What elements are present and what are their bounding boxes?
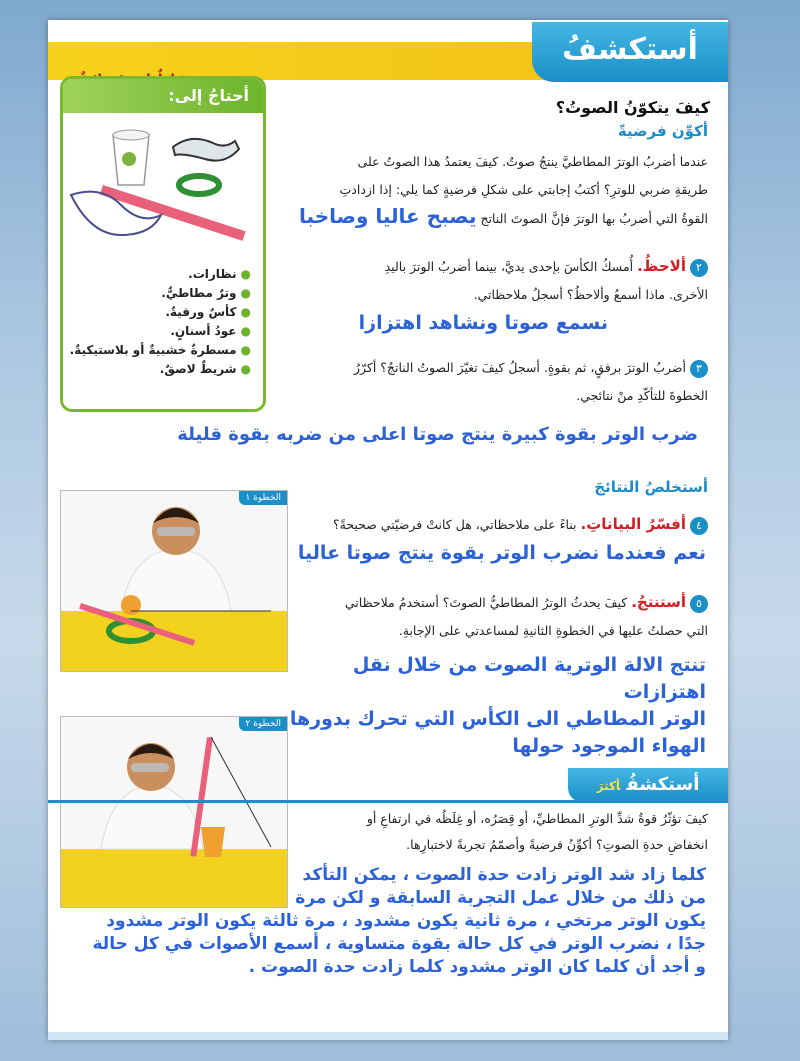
question-title: كيفَ يتكوّنُ الصوتُ؟ bbox=[555, 98, 710, 117]
list-item: ●عودُ أسنانٍ. bbox=[170, 324, 251, 338]
explore-more-answer: كلما زاد شد الوتر زادت حدة الصوت ، يمكن التأكد من ذلك من خلال عمل التجربة السابقة و لكن مرة يكون الوتر مرتخي ، مرة ثانية يكون مشدود ، مرة ثالثة يكون الوتر مشدود جدًا ، نضرب الوتر في كل حالة بقوة متساوية ، أسمع الأصوات في كل حالة و أجد أن كلما كان الوتر مشدود كلما زادت حدة الصوت . bbox=[92, 865, 706, 977]
explore-more-tag: أكثرَ bbox=[596, 779, 621, 793]
explore-more-text: كيفَ تؤثّرُ قوةُ شدِّ الوترِ المطاطيِّ، أو قِصَرُه، أو غِلَظُه في ارتفاعِ أو انخفاضِ حدةِ الصوتِ؟ أكوِّنُ فرضيةً وأصمّمُ تجربةً لاختبارِها. bbox=[366, 811, 708, 852]
list-item: ●شريطٌ لاصقٌ. bbox=[159, 362, 251, 376]
step-4-text: ٤أفسّرُ البياناتِ. بناءً على ملاحظاتي، هل كانتْ فرضيّتي صحيحةً؟ bbox=[288, 510, 708, 539]
textbook-page bbox=[48, 20, 728, 1040]
step-5-number: ٥ bbox=[690, 595, 708, 613]
photo-step-2-label: الخطوة ٢ bbox=[239, 717, 287, 731]
step-5-text: ٥أستنتجُ. كيفَ يحدثُ الوترُ المطاطيُّ الصوتَ؟ أستخدمُ ملاحظاتي التي حصلتُ عليها في الخطوةِ الثانيةِ لمساعدتي على الإجابةِ. bbox=[344, 593, 708, 638]
step-5-answer: تنتج الالة الوترية الصوت من خلال نقل اهتزازات الوتر المطاطي الى الكأس التي تحرك بدورها الهواء الموجود حولها bbox=[289, 654, 706, 757]
step-2-number: ٢ bbox=[690, 259, 708, 277]
list-item: ●كأسٌ ورقيةٌ. bbox=[165, 305, 251, 319]
step-5-label: أستنتجُ. bbox=[631, 593, 686, 611]
photo-step-1 bbox=[60, 490, 288, 672]
explore-more-title: أستكشفُأكثرَ bbox=[568, 768, 728, 802]
materials-illustration bbox=[63, 115, 259, 265]
bottom-strip bbox=[48, 1032, 728, 1040]
photo-step-1-label: الخطوة ١ bbox=[239, 491, 287, 505]
step-2-label: ألاحظُ. bbox=[637, 257, 686, 275]
list-item: ●مسطرةٌ خشبيةٌ أو بلاستيكيةٌ. bbox=[69, 343, 251, 357]
list-item: ●نظارات. bbox=[188, 267, 251, 281]
step-3-answer: ضرب الوتر بقوة كبيرة ينتج صوتا اعلى من ضربه بقوة قليلة bbox=[177, 424, 698, 445]
materials-title: أحتاجُ إلى: bbox=[63, 79, 263, 113]
conclusions-heading: أستخلصُ النتائجَ bbox=[594, 478, 708, 496]
step-3-number: ٣ bbox=[690, 360, 708, 378]
hypothesis-text: عندما أضربُ الوترَ المطاطيَّ ينتجُ صوتٌ. كيفَ يعتمدُ هذا الصوتُ على طريقةِ ضربي للوترِ؟ أكتبُ إجابتي على شكلِ فرضيةٍ كما يلي: إذا ازدادتِ القوةُ التي أضربُ بها الوترَ فإنَّ الصوتَ الناتج يصبح عاليا وصاخبا bbox=[299, 154, 708, 228]
step-4-number: ٤ bbox=[690, 517, 708, 535]
list-item: ●وترٌ مطاطيٌّ. bbox=[161, 286, 251, 300]
step-3-text: ٣أضربُ الوترَ برفقٍ، ثم بقوةٍ. أسجلُ كيفَ تغيّرَ الصوتُ الناتجُ؟ أكرّرُ الخطوةَ للتأكّدِ منْ نتائجي. bbox=[353, 360, 708, 403]
header-title: أستكشفُ bbox=[532, 22, 728, 82]
step-2-text: ٢ألاحظُ. أُمسكُ الكأسَ بإحدى يديَّ، بينما أضربُ الوترَ باليدِ الأخرى. ماذا أسمعُ وألاحظُ؟ أسجلُ ملاحظاتي. bbox=[384, 257, 708, 302]
step-2-answer: نسمع صوتا ونشاهد اهتزازا bbox=[358, 312, 608, 334]
step-4-label: أفسّرُ البياناتِ. bbox=[580, 515, 686, 533]
materials-box bbox=[60, 76, 266, 412]
hypothesis-heading: أكوِّن فرضيةً bbox=[617, 122, 708, 140]
step-4-answer: نعم فعندما نضرب الوتر بقوة ينتج صوتا عاليا bbox=[297, 542, 706, 564]
hypothesis-answer: يصبح عاليا وصاخبا bbox=[299, 204, 477, 228]
boy-photo-1 bbox=[61, 491, 287, 671]
materials-list bbox=[70, 265, 251, 379]
